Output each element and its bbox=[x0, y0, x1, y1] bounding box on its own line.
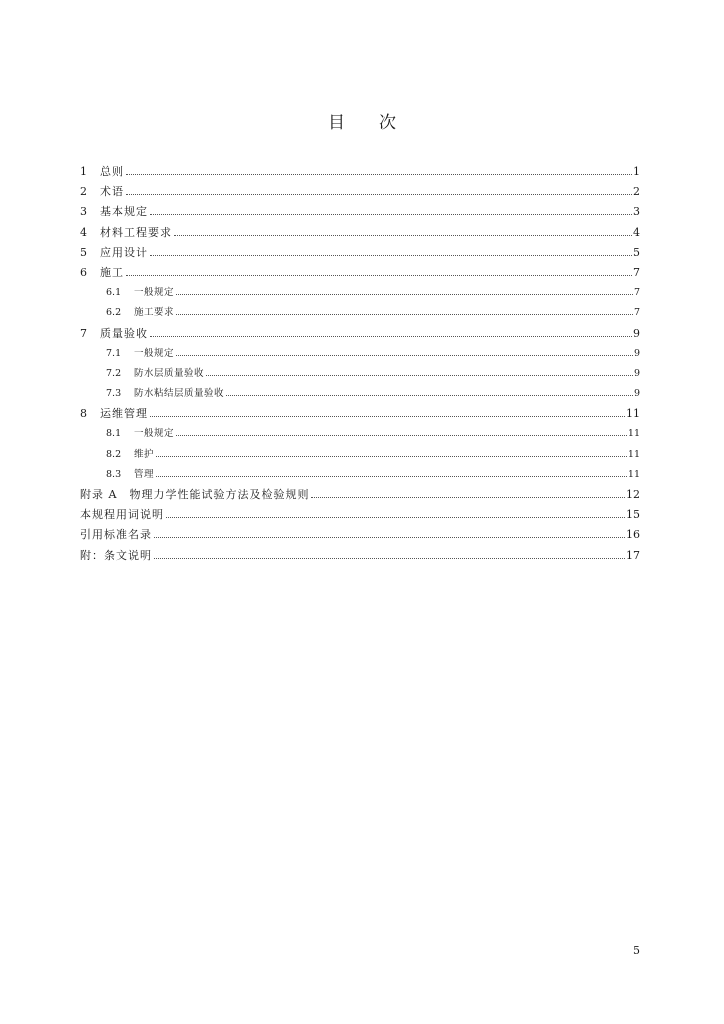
toc-entry-label: 一般规定 bbox=[134, 287, 175, 299]
toc-entry-number: 6.2 bbox=[106, 307, 122, 319]
toc-entry bbox=[80, 384, 640, 404]
toc-entry bbox=[80, 344, 640, 364]
toc-entry-page: 3 bbox=[633, 205, 640, 219]
toc-entry bbox=[80, 324, 640, 344]
dot-leader bbox=[126, 174, 632, 175]
toc-entry-number: 8 bbox=[80, 407, 87, 421]
toc-entry-label: 附：条文说明 bbox=[80, 548, 152, 562]
toc-entry-label: 一般规定 bbox=[134, 428, 175, 440]
toc-entry-label: 运维管理 bbox=[100, 407, 148, 421]
toc-entry-page: 7 bbox=[633, 307, 640, 319]
dot-leader bbox=[156, 476, 627, 477]
toc-entry bbox=[80, 485, 640, 505]
toc-entry-number: 8.3 bbox=[106, 468, 122, 480]
dot-leader bbox=[150, 214, 632, 215]
dot-leader bbox=[126, 275, 632, 276]
toc-entry-label: 维护 bbox=[134, 448, 155, 460]
toc-entry bbox=[80, 445, 640, 465]
toc-entry-page: 12 bbox=[626, 488, 640, 501]
toc-entry bbox=[80, 546, 640, 566]
toc-entry bbox=[80, 283, 640, 303]
toc-entry bbox=[80, 162, 640, 182]
toc-entry bbox=[80, 303, 640, 323]
toc-entry bbox=[80, 404, 640, 424]
toc-entry-number: 7.1 bbox=[106, 347, 122, 359]
toc-entry-page: 9 bbox=[633, 388, 640, 400]
toc-title bbox=[0, 108, 724, 133]
toc-entry-label: 材料工程要求 bbox=[100, 225, 172, 239]
toc-entry bbox=[80, 182, 640, 202]
toc-entry-number: 8.2 bbox=[106, 448, 122, 460]
dot-leader bbox=[206, 375, 633, 376]
dot-leader bbox=[126, 194, 632, 195]
toc-entry-label: 术语 bbox=[100, 185, 124, 199]
toc-entry-label: 基本规定 bbox=[100, 205, 148, 219]
toc-entry bbox=[80, 223, 640, 243]
toc-entry-page: 7 bbox=[633, 265, 640, 279]
toc-entry bbox=[80, 505, 640, 525]
dot-leader bbox=[176, 294, 633, 295]
toc-entry-label: 引用标准名录 bbox=[80, 528, 152, 542]
page-number: 5 bbox=[633, 944, 640, 957]
toc-entry-page: 17 bbox=[626, 548, 640, 562]
toc-entry bbox=[80, 424, 640, 444]
table-of-contents bbox=[80, 162, 640, 566]
toc-entry-page: 4 bbox=[633, 225, 640, 239]
toc-entry-label: 应用设计 bbox=[100, 245, 148, 259]
dot-leader bbox=[150, 416, 625, 417]
toc-entry-number: 8.1 bbox=[106, 428, 122, 440]
toc-entry-page: 11 bbox=[626, 407, 640, 421]
toc-entry-number: 6.1 bbox=[106, 287, 122, 299]
toc-entry-page: 5 bbox=[633, 245, 640, 259]
toc-entry-page: 11 bbox=[627, 428, 640, 440]
toc-entry-page: 2 bbox=[633, 185, 640, 199]
toc-entry-label: 本规程用词说明 bbox=[80, 508, 164, 522]
toc-entry-number: 7.3 bbox=[106, 388, 122, 400]
toc-entry bbox=[80, 202, 640, 222]
toc-entry-label: 一般规定 bbox=[134, 347, 175, 359]
toc-entry-page: 9 bbox=[633, 367, 640, 379]
dot-leader bbox=[154, 537, 625, 538]
dot-leader bbox=[150, 255, 632, 256]
toc-entry-page: 9 bbox=[633, 326, 640, 340]
toc-entry-label: 防水层质量验收 bbox=[134, 367, 205, 379]
toc-title-char-2: 次 bbox=[379, 113, 396, 133]
toc-title-char-1: 目 bbox=[328, 113, 345, 133]
toc-entry-label: 施工 bbox=[100, 265, 124, 279]
toc-entry-label: 防水粘结层质量验收 bbox=[134, 388, 225, 400]
toc-entry-number: 3 bbox=[80, 205, 87, 219]
toc-entry-page: 1 bbox=[633, 165, 640, 178]
toc-entry-number: 6 bbox=[80, 265, 87, 279]
dot-leader bbox=[154, 558, 625, 559]
dot-leader bbox=[174, 235, 632, 236]
toc-entry bbox=[80, 364, 640, 384]
dot-leader bbox=[176, 355, 633, 356]
toc-entry-number: 4 bbox=[80, 225, 87, 239]
toc-entry-number: 7.2 bbox=[106, 367, 122, 379]
dot-leader bbox=[156, 456, 627, 457]
toc-entry bbox=[80, 243, 640, 263]
toc-entry-label: 质量验收 bbox=[100, 326, 148, 340]
dot-leader bbox=[176, 314, 633, 315]
dot-leader bbox=[150, 336, 632, 337]
toc-entry-number: 5 bbox=[80, 245, 87, 259]
dot-leader bbox=[166, 517, 625, 518]
toc-entry-page: 9 bbox=[633, 347, 640, 359]
toc-entry bbox=[80, 263, 640, 283]
toc-entry-number: 1 bbox=[80, 165, 87, 178]
dot-leader bbox=[226, 395, 633, 396]
toc-entry-label: 管理 bbox=[134, 468, 155, 480]
toc-entry-label: 总则 bbox=[100, 165, 124, 178]
dot-leader bbox=[176, 435, 627, 436]
toc-entry-page: 16 bbox=[626, 528, 640, 542]
dot-leader bbox=[311, 497, 625, 498]
toc-entry-label: 施工要求 bbox=[134, 307, 175, 319]
toc-entry bbox=[80, 465, 640, 485]
toc-entry-number: 7 bbox=[80, 326, 87, 340]
toc-entry-page: 11 bbox=[627, 468, 640, 480]
toc-entry-page: 7 bbox=[633, 287, 640, 299]
toc-entry-page: 11 bbox=[627, 448, 640, 460]
toc-entry bbox=[80, 525, 640, 545]
toc-entry-number: 2 bbox=[80, 185, 87, 199]
toc-entry-label: 附录 A 物理力学性能试验方法及检验规则 bbox=[80, 488, 310, 501]
toc-entry-page: 15 bbox=[626, 508, 640, 522]
